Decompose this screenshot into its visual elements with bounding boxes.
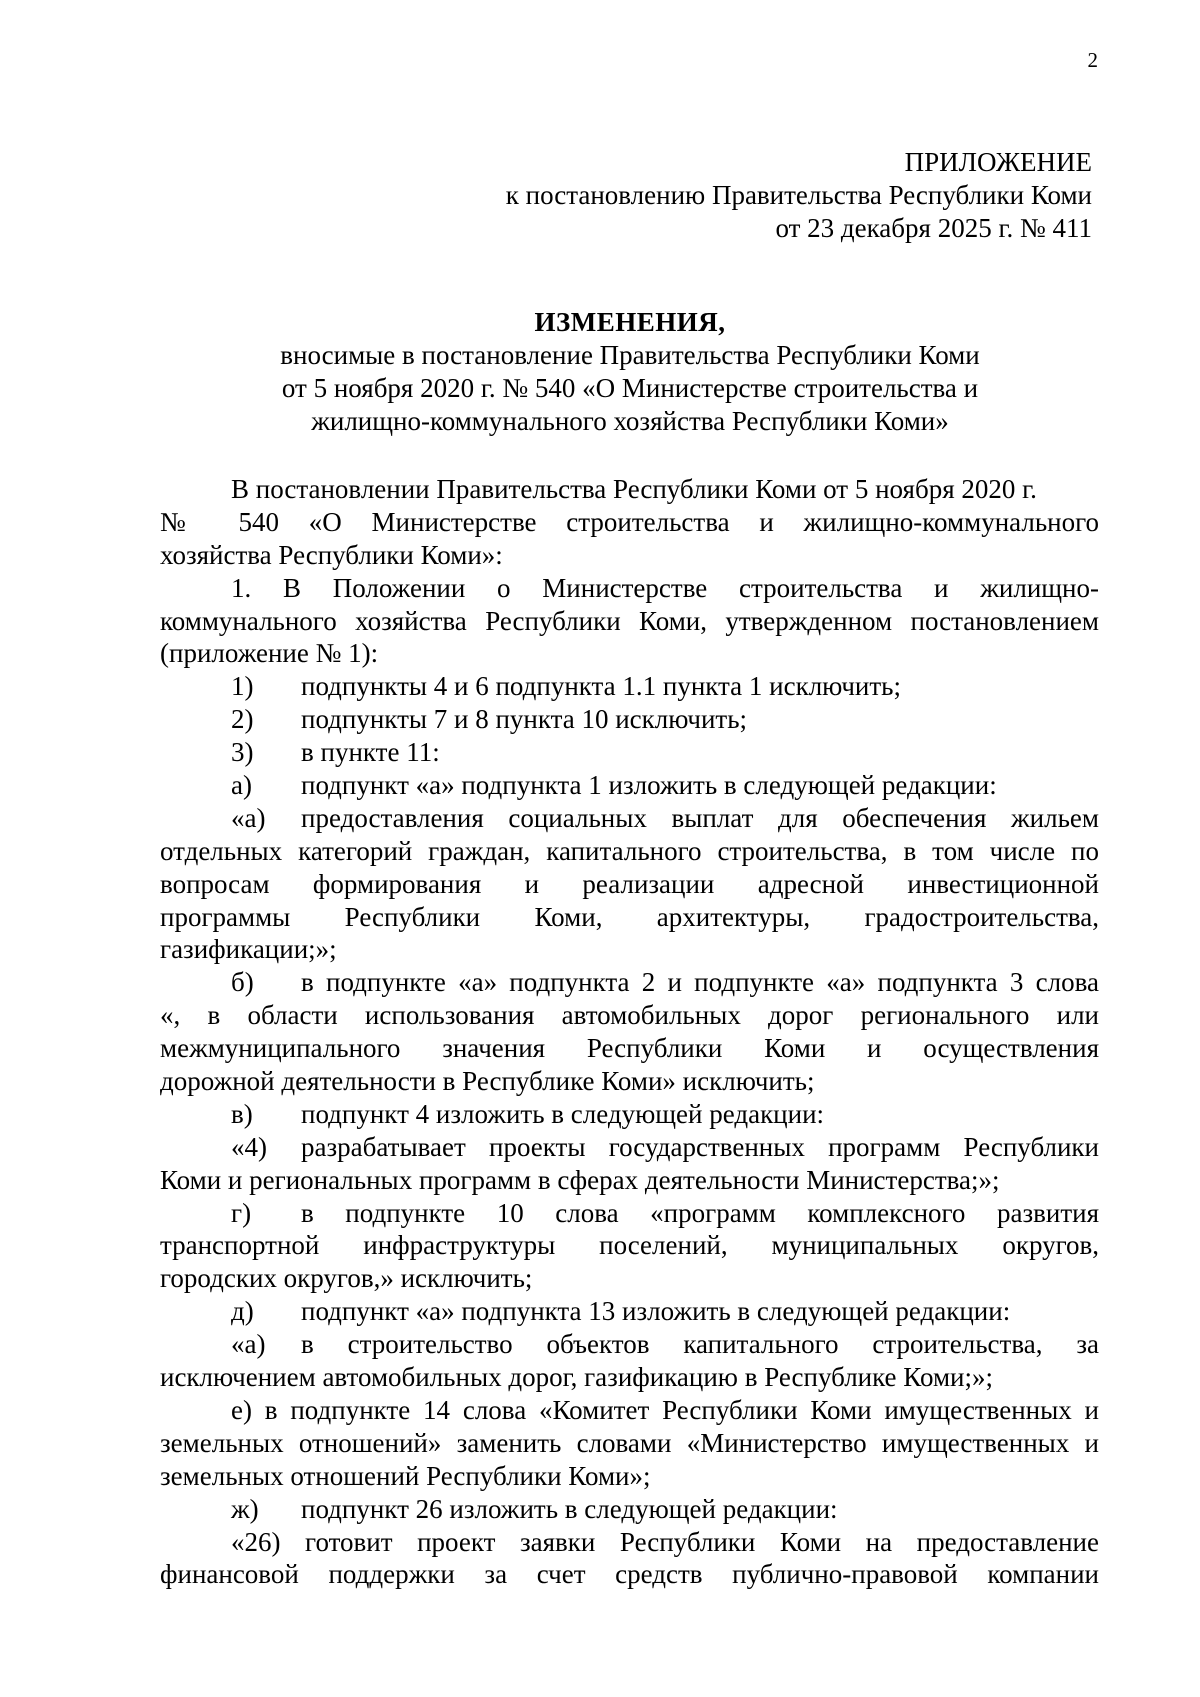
list-item-label: 2) [231, 704, 254, 735]
quote-4-line-1 [160, 1131, 1099, 1164]
intro-line-2: № 540 «О Министерстве строительства и жилищно-коммунального [160, 506, 1099, 537]
p1-line-2: коммунального хозяйства Республики Коми, утвержденном постановлением [160, 605, 1099, 636]
item-e-line-2: земельных отношений» заменить словами «Министерство имущественных и [160, 1427, 1099, 1458]
quote-label: «а) [231, 1329, 266, 1360]
p1-line-3: (приложение № 1): [160, 638, 379, 669]
item-g-line-2: транспортной инфраструктуры поселений, муниципальных округов, [160, 1230, 1099, 1261]
quote-26-line-2: финансовой поддержки за счет средств публично-правовой компании [160, 1559, 1099, 1590]
quote-a-line-1 [160, 802, 1099, 835]
document-body [160, 473, 1099, 1591]
annex-line-2: от 23 декабря 2025 г. № 411 [775, 213, 1092, 243]
page-number: 2 [1087, 48, 1098, 72]
item-d [160, 1295, 1099, 1328]
title-sub-2: от 5 ноября 2020 г. № 540 «О Министерстве строительства и [281, 373, 979, 403]
list-item-text: подпункт «а» подпункта 1 изложить в следующей редакции: [301, 770, 997, 801]
quote-a-line-2: отдельных категорий граждан, капитального строительства, в том числе по [160, 835, 1099, 866]
quote-text: предоставления социальных выплат для обеспечения жильем [301, 802, 1099, 833]
list-item-text: в подпункте 10 слова «программ комплексного развития [301, 1197, 1099, 1228]
item-e-line-1: е) в подпункте 14 слова «Комитет Республики Коми имущественных и [231, 1394, 1099, 1425]
list-item-text: подпункты 4 и 6 подпункта 1.1 пункта 1 исключить; [301, 671, 901, 702]
quote-a2-line-1 [160, 1328, 1099, 1361]
quote-a2-line-2: исключением автомобильных дорог, газификацию в Республике Коми;»; [160, 1362, 993, 1393]
item-b-line-3: межмуниципального значения Республики Коми и осуществления [160, 1033, 1099, 1064]
list-item-text: подпункты 7 и 8 пункта 10 исключить; [301, 704, 748, 735]
annex-title: ПРИЛОЖЕНИЕ [904, 147, 1092, 177]
quote-a-line-4: программы Республики Коми, архитектуры, градостроительства, [160, 901, 1099, 932]
annex-line-1: к постановлению Правительства Республики Коми [505, 180, 1092, 210]
list-item-text: подпункт 26 изложить в следующей редакции: [301, 1493, 838, 1524]
title-main: ИЗМЕНЕНИЯ, [534, 307, 726, 337]
item-g-line-3: городских округов,» исключить; [160, 1263, 533, 1294]
list-item-2 [160, 703, 1099, 736]
item-b-line-4: дорожной деятельности в Республике Коми» исключить; [160, 1066, 815, 1097]
list-item-label: 3) [231, 737, 254, 768]
item-b-line-2: «, в области использования автомобильных дорог регионального или [160, 1000, 1099, 1031]
list-item-label: ж) [231, 1493, 259, 1524]
item-e-line-3: земельных отношений Республики Коми»; [160, 1460, 651, 1491]
list-item-label: в) [231, 1098, 253, 1129]
list-item-label: д) [231, 1296, 254, 1327]
p1-line-1: 1. В Положении о Министерстве строительства и жилищно- [231, 572, 1099, 603]
item-g-line-1 [160, 1197, 1099, 1230]
quote-label: «4) [231, 1131, 267, 1162]
quote-label: «а) [231, 802, 266, 833]
quote-4-line-2: Коми и региональных программ в сферах деятельности Министерства;»; [160, 1164, 1000, 1195]
annex-header [392, 146, 1092, 245]
list-item-text: в пункте 11: [301, 737, 440, 768]
quote-a-line-5: газификации;»; [160, 934, 337, 965]
list-item-1 [160, 670, 1099, 703]
list-item-label: 1) [231, 671, 254, 702]
list-item-text: подпункт 4 изложить в следующей редакции: [301, 1098, 825, 1129]
list-item-a [160, 769, 1099, 802]
document-title [160, 306, 1100, 438]
quote-26-line-1: «26) готовит проект заявки Республики Коми на предоставление [231, 1526, 1099, 1557]
item-v [160, 1098, 1099, 1131]
list-item-text: в подпункте «а» подпункта 2 и подпункте «а» подпункта 3 слова [301, 967, 1099, 998]
quote-text: разрабатывает проекты государственных программ Республики [301, 1131, 1099, 1162]
list-item-label: г) [231, 1197, 252, 1228]
list-item-3 [160, 736, 1099, 769]
list-item-label: а) [231, 770, 252, 801]
quote-a-line-3: вопросам формирования и реализации адресной инвестиционной [160, 868, 1099, 899]
intro-line-1: В постановлении Правительства Республики Коми от 5 ноября 2020 г. [231, 474, 1037, 504]
item-b-line-1 [160, 966, 1099, 999]
list-item-label: б) [231, 967, 254, 998]
list-item-text: подпункт «а» подпункта 13 изложить в следующей редакции: [301, 1296, 1011, 1327]
title-sub-1: вносимые в постановление Правительства Республики Коми [280, 340, 980, 370]
item-zh [160, 1493, 1099, 1526]
intro-line-3: хозяйства Республики Коми»: [160, 539, 503, 570]
title-sub-3: жилищно-коммунального хозяйства Республики Коми» [311, 406, 949, 436]
quote-text: в строительство объектов капитального строительства, за [301, 1329, 1099, 1360]
